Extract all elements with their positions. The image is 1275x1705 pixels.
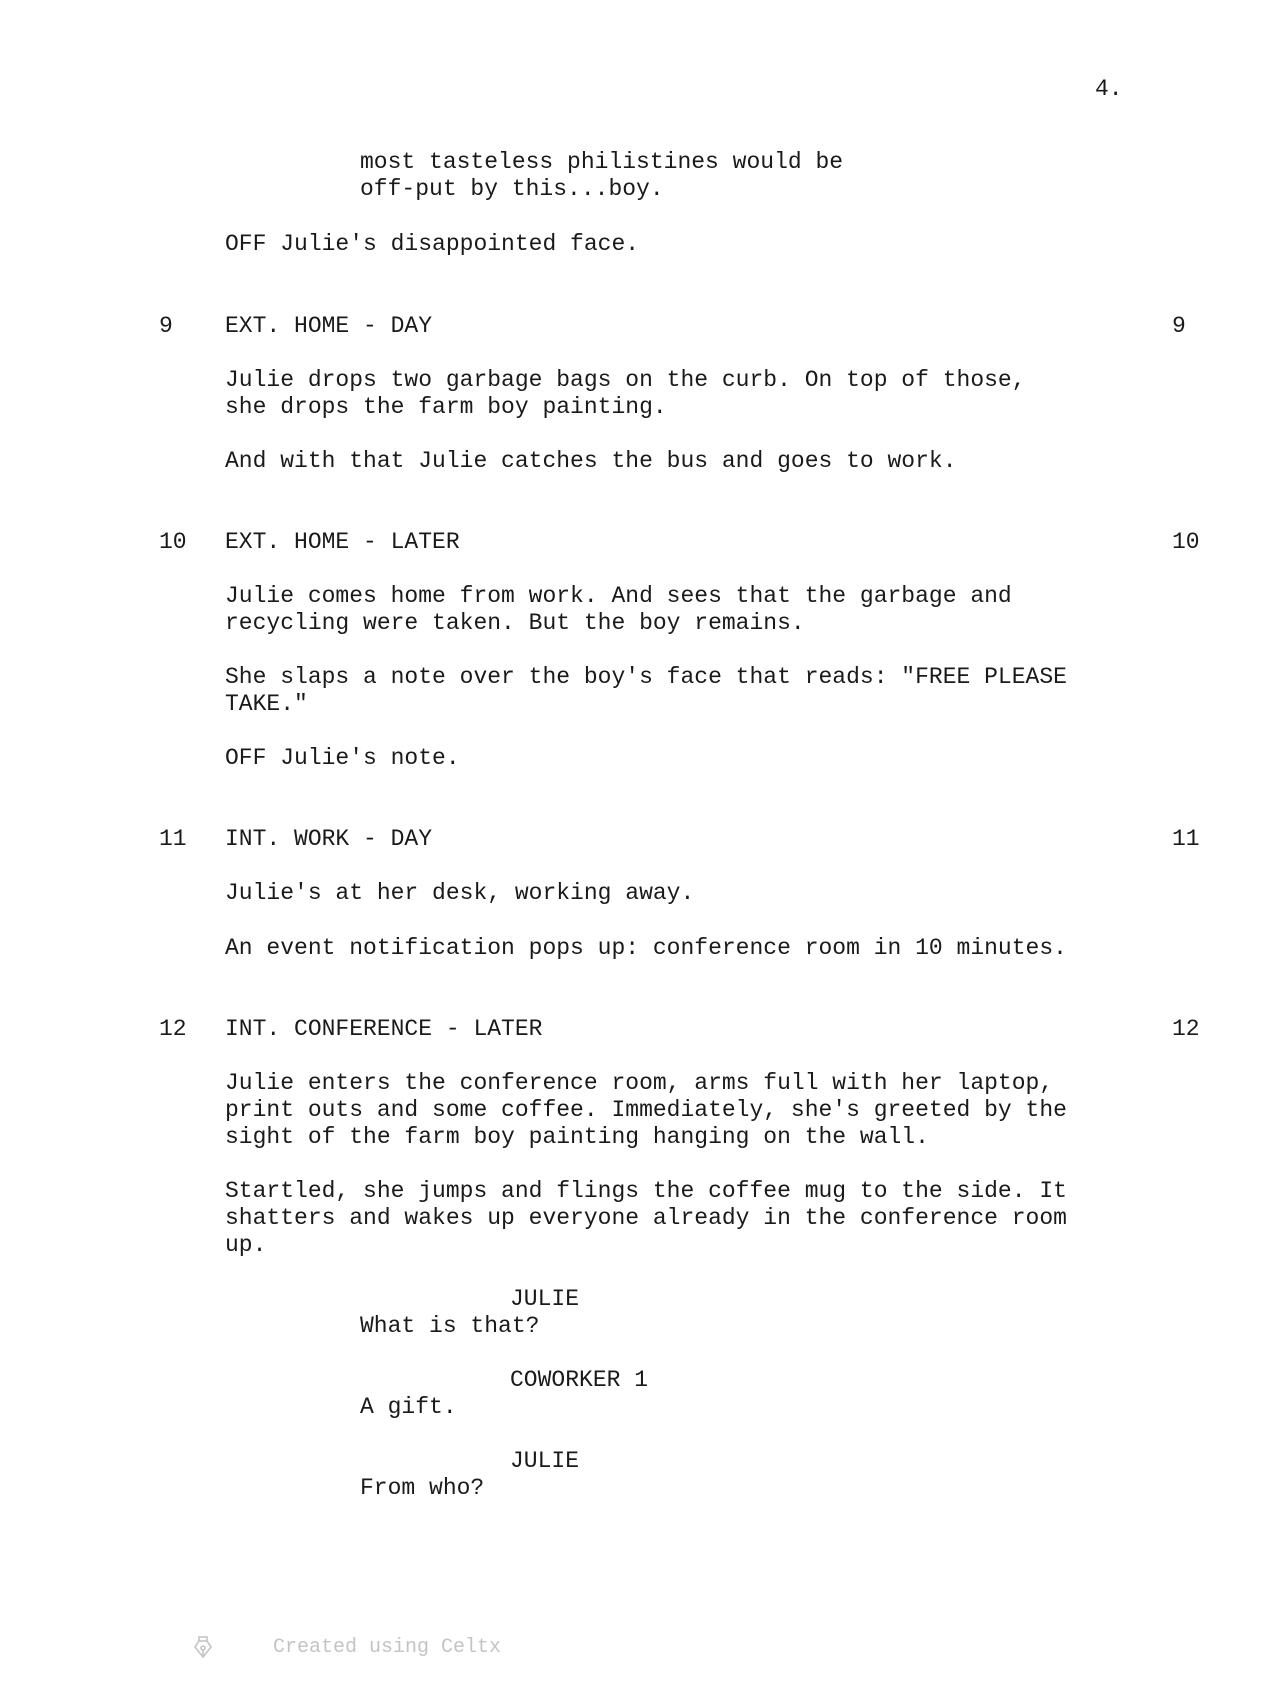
pen-nib-icon bbox=[193, 1589, 265, 1705]
scene-number-left: 10 bbox=[159, 529, 187, 555]
dialogue-line: What is that? bbox=[360, 1313, 540, 1339]
scene-number-right: 10 bbox=[1172, 529, 1200, 555]
scene-number-left: 12 bbox=[159, 1016, 187, 1042]
celtx-footer bbox=[193, 1589, 501, 1705]
scene-number-left: 11 bbox=[159, 826, 187, 852]
action-line: And with that Julie catches the bus and goes to work. bbox=[225, 448, 957, 474]
scene-heading: EXT. HOME - DAY bbox=[225, 313, 433, 339]
scene-number-right: 11 bbox=[1172, 826, 1200, 852]
scene-number-right: 12 bbox=[1172, 1016, 1200, 1042]
action-line: She slaps a note over the boy's face that reads: "FREE PLEASE bbox=[225, 664, 1067, 690]
scene-heading: INT. WORK - DAY bbox=[225, 826, 433, 852]
character-name: COWORKER 1 bbox=[510, 1367, 649, 1393]
scene-heading: INT. CONFERENCE - LATER bbox=[225, 1016, 543, 1042]
action-line: An event notification pops up: conference room in 10 minutes. bbox=[225, 935, 1067, 961]
action-line: OFF Julie's note. bbox=[225, 745, 460, 771]
action-line: recycling were taken. But the boy remains. bbox=[225, 610, 805, 636]
scene-number-right: 9 bbox=[1172, 313, 1186, 339]
action-line: Julie's at her desk, working away. bbox=[225, 880, 695, 906]
action-line: shatters and wakes up everyone already in the conference room bbox=[225, 1205, 1067, 1231]
page-number: 4. bbox=[1095, 76, 1123, 102]
continued-dialogue-line: most tasteless philistines would be bbox=[360, 149, 844, 175]
dialogue-line: A gift. bbox=[360, 1394, 457, 1420]
action-line: Startled, she jumps and flings the coffee mug to the side. It bbox=[225, 1178, 1067, 1204]
action-line: sight of the farm boy painting hanging on the wall. bbox=[225, 1124, 929, 1150]
action-line: up. bbox=[225, 1232, 267, 1258]
dialogue-line: From who? bbox=[360, 1475, 485, 1501]
character-name: JULIE bbox=[510, 1286, 580, 1312]
action-line: she drops the farm boy painting. bbox=[225, 394, 667, 420]
action-line: Julie comes home from work. And sees that the garbage and bbox=[225, 583, 1012, 609]
footer-text: Created using Celtx bbox=[273, 1635, 502, 1659]
action-line: OFF Julie's disappointed face. bbox=[225, 231, 640, 257]
continued-dialogue-line: off-put by this...boy. bbox=[360, 176, 664, 202]
action-line: TAKE." bbox=[225, 691, 308, 717]
action-line: Julie enters the conference room, arms full with her laptop, bbox=[225, 1070, 1054, 1096]
character-name: JULIE bbox=[510, 1448, 580, 1474]
action-line: Julie drops two garbage bags on the curb. On top of those, bbox=[225, 367, 1026, 393]
action-line: print outs and some coffee. Immediately, she's greeted by the bbox=[225, 1097, 1067, 1123]
scene-number-left: 9 bbox=[159, 313, 173, 339]
scene-heading: EXT. HOME - LATER bbox=[225, 529, 460, 555]
